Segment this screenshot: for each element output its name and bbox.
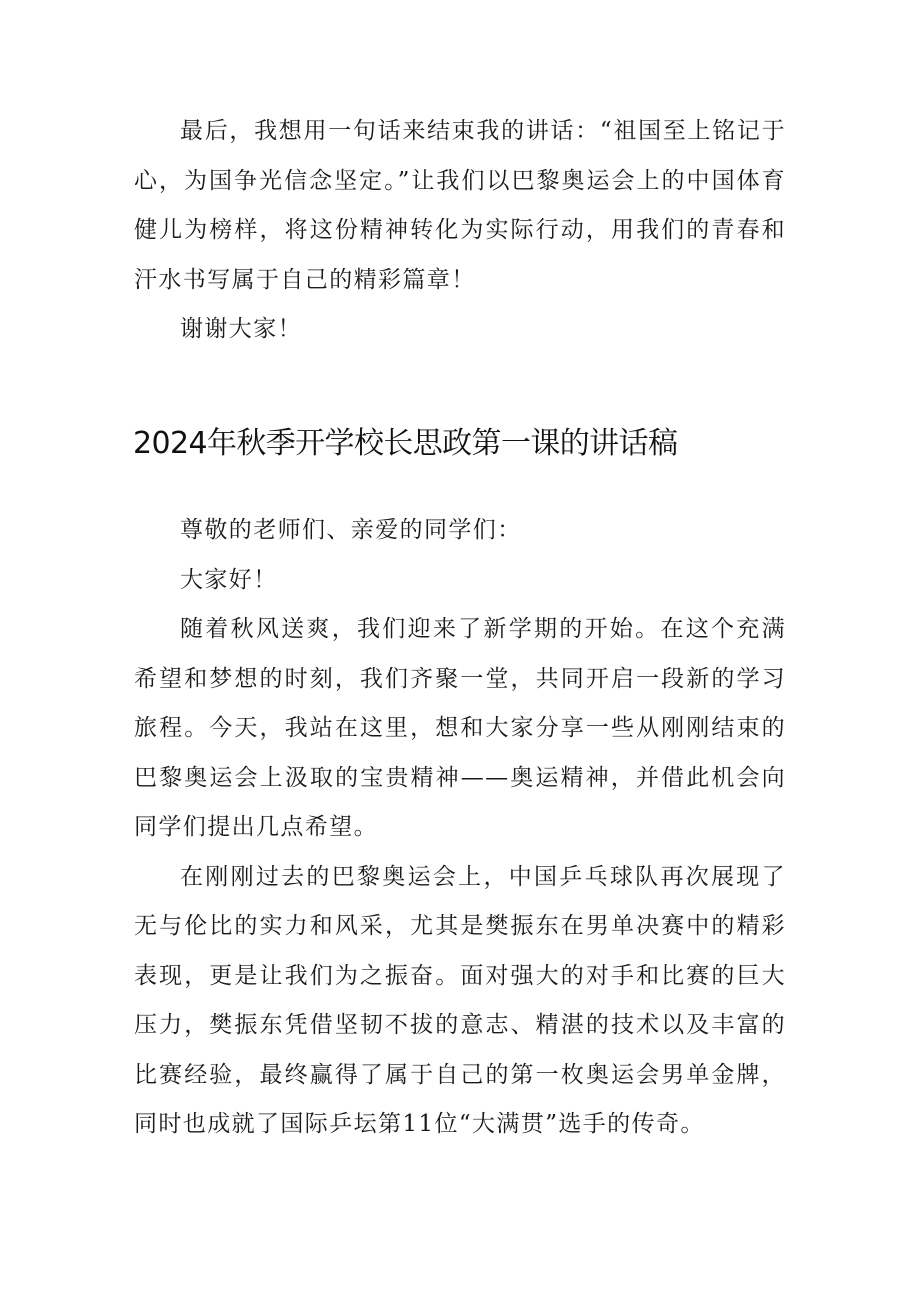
thanks-line: 谢谢大家！ bbox=[180, 316, 302, 342]
greeting: 大家好！ bbox=[180, 566, 278, 593]
previous-section bbox=[134, 107, 786, 355]
article-body bbox=[134, 506, 786, 1150]
article-title: 2024年秋季开学校长思政第一课的讲话稿 bbox=[133, 426, 678, 461]
body-paragraph-2: 在刚刚过去的巴黎奥运会上，中国乒乓球队再次展现了无与伦比的实力和风采，尤其是樊振东在男单决赛中的精彩表现，更是让我们为之振奋。面对强大的对手和比赛的巨大压力，樊振东凭借坚韧不拔的意志、精湛的技术以及丰富的比赛经验，最终赢得了属于自己的第一枚奥运会男单金牌，同时也成就了国际乒坛第11位“大满贯”选手的传奇。 bbox=[134, 863, 786, 1137]
salutation: 尊敬的老师们、亲爱的同学们： bbox=[180, 517, 522, 543]
body-paragraph-1: 随着秋风送爽，我们迎来了新学期的开始。在这个充满希望和梦想的时刻，我们齐聚一堂，共同开启一段新的学习旅程。今天，我站在这里，想和大家分享一些从刚刚结束的巴黎奥运会上汲取的宝贵精神——奥运精神，并借此机会向同学们提出几点希望。 bbox=[134, 616, 786, 840]
closing-paragraph: 最后，我想用一句话来结束我的讲话：“祖国至上铭记于心，为国争光信念坚定。”让我们以巴黎奥运会上的中国体育健儿为榜样，将这份精神转化为实际行动，用我们的青春和汗水书写属于自己的精彩篇章！ bbox=[134, 118, 786, 293]
